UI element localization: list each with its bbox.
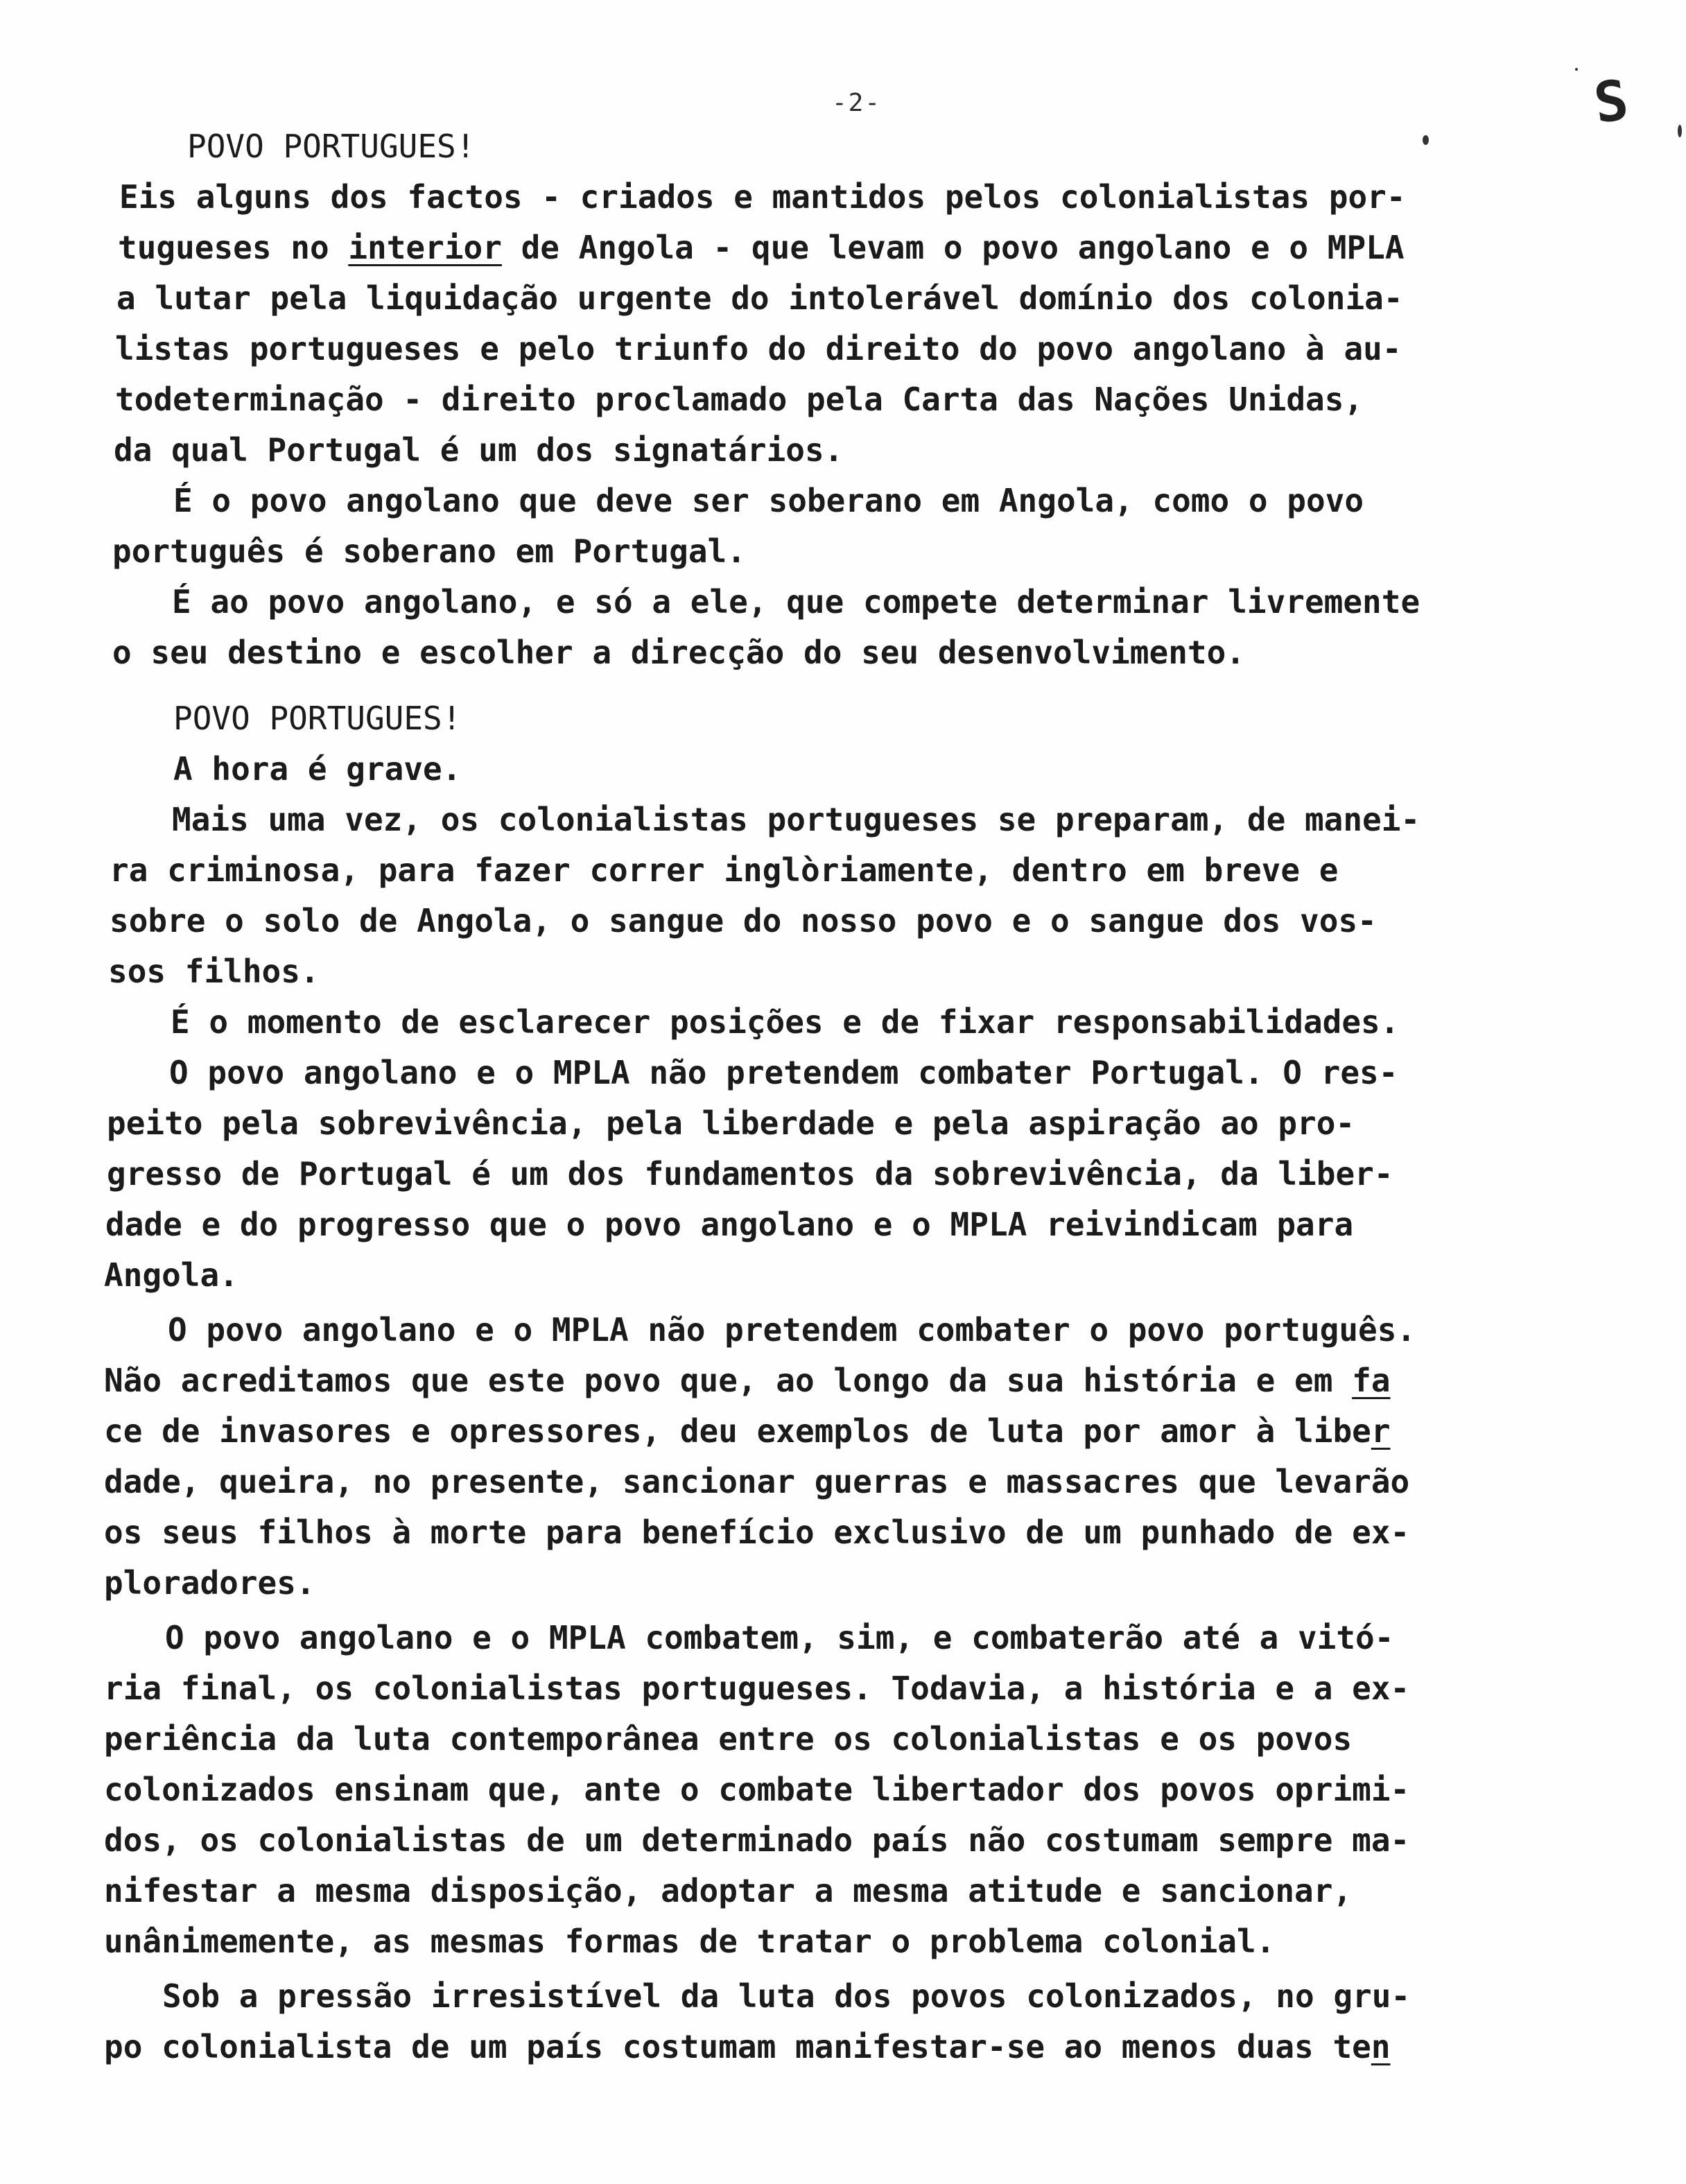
text-fragment: po colonialista de um país costumam manifestar-se ao menos duas te [104,2028,1371,2065]
text-line: os seus filhos à morte para benefício exclusivo de um punhado de ex- [104,1514,1410,1551]
text-line: colonizados ensinam que, ante o combate libertador dos povos oprimi- [104,1771,1410,1808]
text-fragment: Não acreditamos que este povo que, ao longo da sua história e em [104,1362,1353,1399]
text-line: nifestar a mesma disposição, adoptar a mesma atitude e sancionar, [104,1872,1353,1909]
text-line: ploradores. [104,1564,315,1602]
body-text [104,121,1574,2072]
underlined-word: r [1371,1412,1391,1450]
text-line: O povo angolano e o MPLA não pretendem combater o povo português. [168,1311,1416,1349]
underlined-word: interior [348,229,502,266]
text-line: Sob a pressão irresistível da luta dos povos colonizados, no gru- [162,1977,1411,2015]
underlined-word: fa [1352,1362,1391,1399]
text-line: listas portugueses e pelo triunfo do direito do povo angolano à au- [115,330,1402,367]
text-line: a lutar pela liquidação urgente do intolerável domínio dos colonia- [116,279,1403,317]
text-line: ra criminosa, para fazer correr inglòriamente, dentro em breve e [110,851,1339,889]
text-line: A hora é grave. [173,750,462,788]
text-line: o seu destino e escolher a direcção do seu desenvolvimento. [112,634,1245,671]
text-line: sobre o solo de Angola, o sangue do nosso povo e o sangue dos vos- [110,902,1377,939]
text-line [104,1406,1574,1457]
text-line: peito pela sobrevivência, pela liberdade e pela aspiração ao pro- [107,1104,1355,1142]
text-fragment: tugueses no [118,229,349,266]
underlined-word: n [1371,2028,1391,2065]
text-line: dade, queira, no presente, sancionar guerras e massacres que levarão [104,1463,1410,1500]
text-line: É ao povo angolano, e só a ele, que compete determinar livremente [172,583,1420,621]
text-line: da qual Portugal é um dos signatários. [114,431,844,469]
text-line: É o momento de esclarecer posições e de fixar responsabilidades. [171,1003,1400,1041]
ink-speck [1575,68,1578,71]
text-line: periência da luta contemporânea entre os colonialistas e os povos [104,1720,1353,1758]
text-line: ria final, os colonialistas portugueses. Todavia, a história e a ex- [104,1670,1410,1707]
text-line: É o povo angolano que deve ser soberano em Angola, como o povo [173,482,1364,519]
corner-mark: S [1590,67,1633,136]
text-line [104,2022,1574,2072]
text-line [104,1355,1574,1406]
text-line [104,223,1574,273]
text-line: unânimemente, as mesmas formas de tratar o problema colonial. [104,1923,1276,1960]
text-line: sos filhos. [108,953,320,990]
text-line: Eis alguns dos factos - criados e mantidos pelos colonialistas por- [119,178,1406,216]
text-fragment: ce de invasores e opressores, deu exemplos de luta por amor à libe [104,1412,1371,1450]
text-line: O povo angolano e o MPLA combatem, sim, e combaterão até a vitó- [165,1619,1394,1656]
heading-povo-portugues: POVO PORTUGUES! [173,700,462,737]
heading-povo-portugues: POVO PORTUGUES! [187,128,476,165]
text-line: Angola. [104,1256,238,1294]
text-line: O povo angolano e o MPLA não pretendem combater Portugal. O res- [169,1054,1398,1091]
page-number: -2- [832,89,882,117]
ink-speck [1678,125,1682,137]
text-line: Mais uma vez, os colonialistas portugueses se preparam, de manei- [172,801,1420,838]
text-line: todeterminação - direito proclamado pela Carta das Nações Unidas, [115,381,1364,418]
text-line: dade e do progresso que o povo angolano e o MPLA reivindicam para [105,1206,1354,1243]
text-line: dos, os colonialistas de um determinado país não costumam sempre ma- [104,1821,1410,1859]
text-line: português é soberano em Portugal. [112,532,746,570]
text-line: gresso de Portugal é um dos fundamentos da sobrevivência, da liber- [107,1155,1393,1193]
text-fragment: de Angola - que levam o povo angolano e o MPLA [501,229,1405,266]
